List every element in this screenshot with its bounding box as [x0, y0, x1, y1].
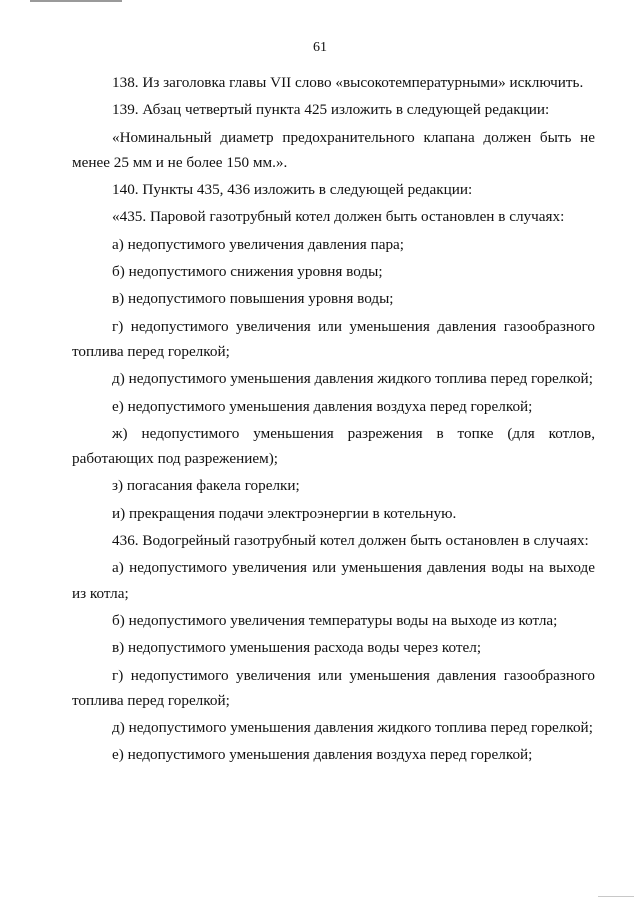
list-item-435-e: е) недопустимого уменьшения давления воздуха перед горелкой; [112, 397, 533, 415]
page-number: 61 [313, 40, 327, 55]
list-item-435-zh: ж) недопустимого уменьшения разрежения в топке (для котлов, работающих под разрежением); [72, 424, 595, 468]
list-item-435-d: д) недопустимого уменьшения давления жидкого топлива перед горелкой; [112, 370, 593, 388]
list-item-435-g: г) недопустимого увеличения или уменьшения давления газообразного топлива перед горелкой; [72, 317, 595, 360]
scan-artifact-bottom [598, 896, 634, 897]
list-item-436-v: в) недопустимого уменьшения расхода воды через котел; [112, 639, 482, 657]
paragraph-436: 436. Водогрейный газотрубный котел должен быть остановлен в случаях: [112, 532, 589, 550]
paragraph-valve-diameter: «Номинальный диаметр предохранительного клапана должен быть не менее 25 мм и не более 150 мм.». [72, 128, 595, 171]
scan-artifact-top [30, 0, 122, 2]
list-item-436-e: е) недопустимого уменьшения давления воздуха перед горелкой; [112, 746, 533, 764]
list-item-435-a: а) недопустимого увеличения давления пара; [112, 235, 405, 253]
list-item-435-b: б) недопустимого снижения уровня воды; [112, 263, 383, 281]
paragraph-138: 138. Из заголовка главы VII слово «высокотемпературными» исключить. [112, 74, 584, 91]
list-item-435-v: в) недопустимого повышения уровня воды; [112, 290, 394, 308]
list-item-435-z: з) погасания факела горелки; [112, 477, 300, 495]
paragraph-435: «435. Паровой газотрубный котел должен быть остановлен в случаях: [112, 208, 565, 226]
paragraph-139: 139. Абзац четвертый пункта 425 изложить в следующей редакции: [112, 101, 550, 119]
paragraph-140: 140. Пункты 435, 436 изложить в следующей редакции: [112, 181, 473, 199]
list-item-436-g: г) недопустимого увеличения или уменьшения давления газообразного топлива перед горелкой; [72, 666, 595, 709]
list-item-436-b: б) недопустимого увеличения температуры воды на выходе из котла; [112, 611, 558, 629]
list-item-435-i: и) прекращения подачи электроэнергии в котельную. [112, 504, 457, 522]
list-item-436-d: д) недопустимого уменьшения давления жидкого топлива перед горелкой; [112, 719, 593, 737]
document-body [72, 70, 595, 770]
list-item-436-a: а) недопустимого увеличения или уменьшения давления воды на выходе из котла; [72, 559, 595, 602]
